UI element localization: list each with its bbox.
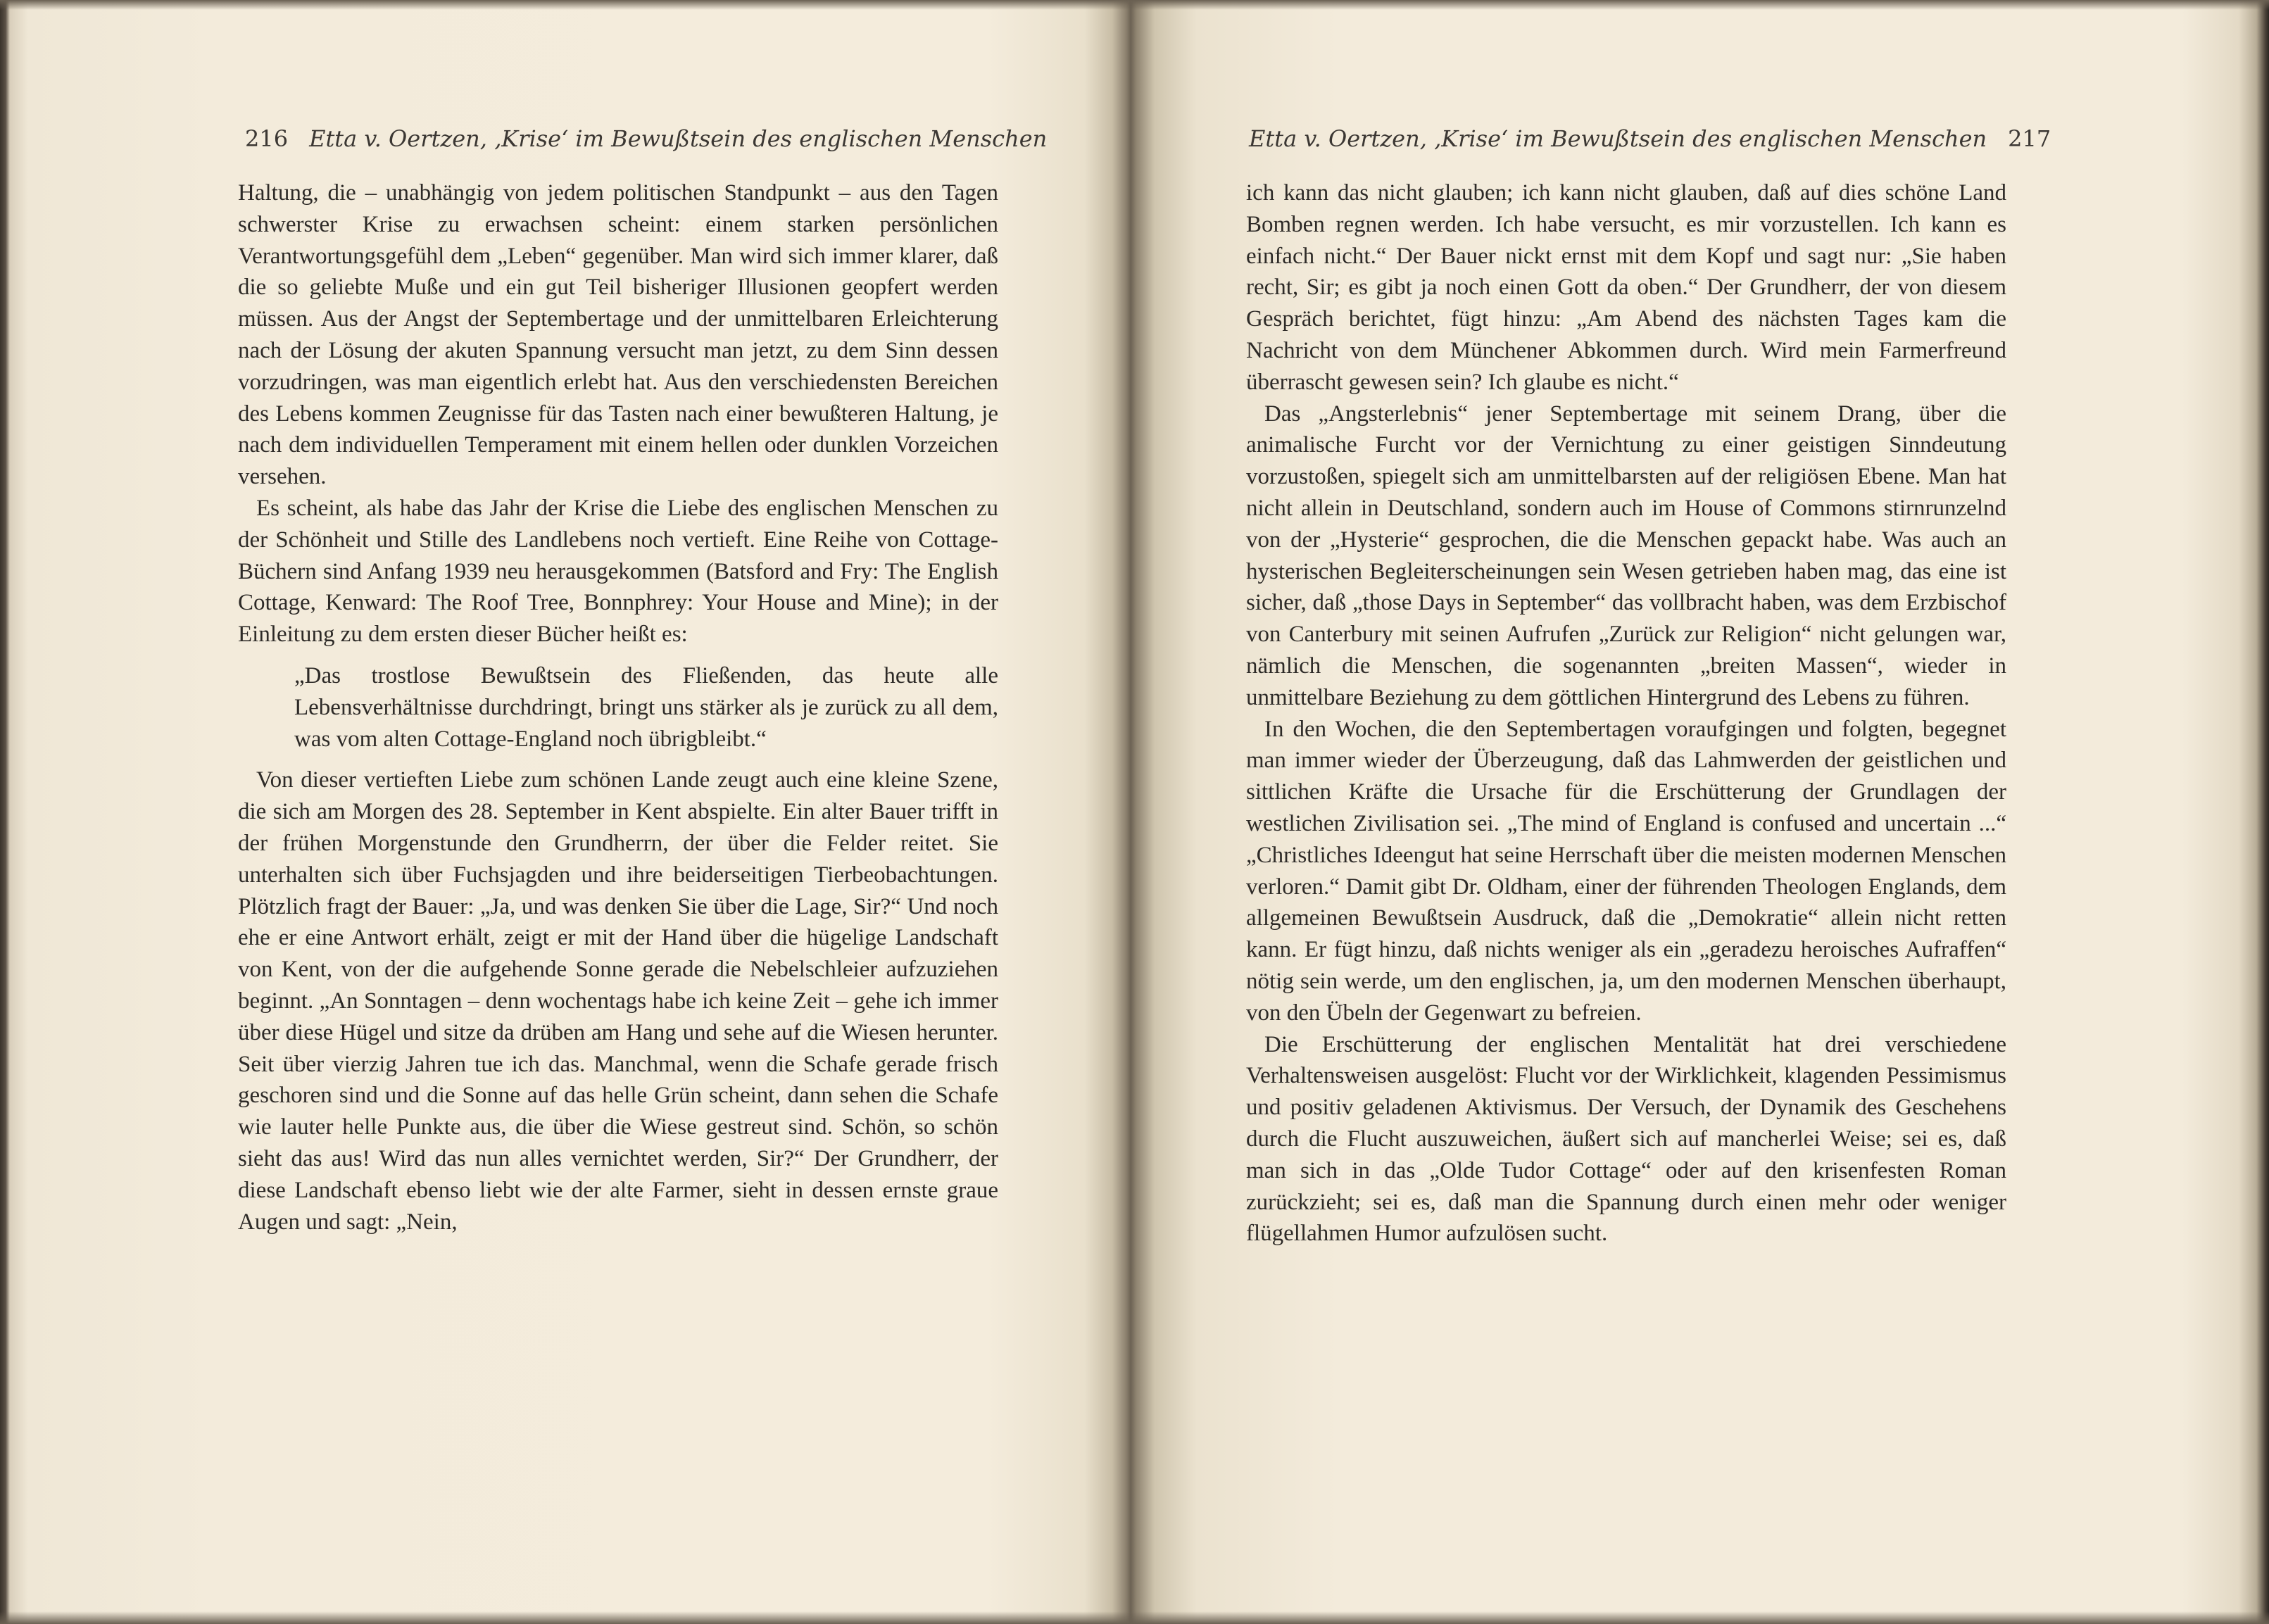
left-page xyxy=(0,0,1129,1624)
paragraph: Haltung, die – unabhängig von jedem politischen Standpunkt – aus den Tagen schwerster Krise zu erwachsen scheint: einem starken persönlichen Verantwortungsgefühl dem „Leben“ gegenüber. Man wird sich immer klarer, daß die so geliebte Muße und ein gut Teil bisheriger Illusionen geopfert werden müssen. Aus der Angst der Septembertage und der unmittelbaren Erleichterung nach der Lösung der akuten Spannung versucht man jetzt, zu dem Sinn dessen vorzudringen, was man eigentlich erlebt hat. Aus den verschiedensten Bereichen des Lebens kommen Zeugnisse für das Tasten nach einer bewußteren Haltung, je nach dem individuellen Temperament mit einem hellen oder dunklen Vorzeichen versehen. xyxy=(238,180,998,490)
page-number: 216 xyxy=(245,125,289,152)
paragraph: ich kann das nicht glauben; ich kann nicht glauben, daß auf dies schöne Land Bomben regnen werden. Ich habe versucht, es mir vorzustellen. Ich kann es einfach nicht.“ Der Bauer nickt ernst mit dem Kopf und sagt nur: „Sie haben recht, Sir; es gibt ja noch einen Gott da oben.“ Der Grundherr, der von diesem Gespräch berichtet, fügt hinzu: „Am Abend des nächsten Tages kam die Nachricht von dem Münchener Abkommen durch. Wird mein Farmerfreund überrascht gewesen sein? Ich glaube es nicht.“ xyxy=(1246,180,2006,395)
paragraph: Die Erschütterung der englischen Mentalität hat drei verschiedene Verhaltensweisen ausgelöst: Flucht vor der Wirklichkeit, klagenden Pessimismus und positiv geladenen Aktivismus. Der Versuch, der Dynamik des Geschehens durch die Flucht auszuweichen, äußert sich auf mancherlei Weise; sei es, daß man sich in das „Olde Tudor Cottage“ oder auf den krisenfesten Roman zurückzieht; sei es, daß man die Spannung durch einen mehr oder weniger flügellahmen Humor aufzulösen sucht. xyxy=(1246,1031,2006,1247)
paragraph: Es scheint, als habe das Jahr der Krise die Liebe des englischen Menschen zu der Schönheit und Stille des Landlebens noch vertieft. Eine Reihe von Cottage-Büchern sind Anfang 1939 neu herausgekommen (Batsford and Fry: The English Cottage, Kenward: The Roof Tree, Bonnphrey: Your House and Mine); in der Einleitung zu dem ersten dieser Bücher heißt es: xyxy=(238,495,998,648)
right-body-text xyxy=(1246,177,2006,1250)
block-quote: „Das trostlose Bewußtsein des Fließenden, das heute alle Lebensverhältnisse durchdringt, bringt uns stärker als je zurück zu all dem, was vom alten Cottage-England noch übrigbleibt.“ xyxy=(294,662,998,752)
paragraph: Von dieser vertieften Liebe zum schönen Lande zeugt auch eine kleine Szene, die sich am Morgen des 28. September in Kent abspielte. Ein alter Bauer trifft in der frühen Morgenstunde den Grundherrn, der über die Felder reitet. Sie unterhalten sich über Fuchsjagden und ihre beiderseitigen Tierbeobachtungen. Plötzlich fragt der Bauer: „Ja, und was denken Sie über die Lage, Sir?“ Und noch ehe er eine Antwort erhält, zeigt er mit der Hand über die hügelige Landschaft von Kent, von der die aufgehende Sonne gerade die Nebelschleier aufzuziehen beginnt. „An Sonntagen – denn wochentags habe ich keine Zeit – gehe ich immer über diese Hügel und sitze da drüben am Hang und sehe auf die Wiesen herunter. Seit über vierzig Jahren tue ich das. Manchmal, wenn die Schafe gerade frisch geschoren sind und die Sonne auf das helle Grün scheint, dann sehen die Schafe wie lauter helle Punkte aus, die über die Wiese gestreut sind. Schön, so schön sieht das aus! Wird das nun alles vernichtet werden, Sir?“ Der Grundherr, der diese Landschaft ebenso liebt wie der alte Farmer, sieht in dessen ernste graue Augen und sagt: „Nein, xyxy=(238,767,998,1235)
right-running-header xyxy=(1249,125,2051,152)
right-page xyxy=(1129,0,2269,1624)
left-running-header xyxy=(245,125,1048,152)
page-edge-shadow xyxy=(0,0,1129,10)
page-edge-shadow xyxy=(1129,1611,2269,1624)
page-edge-shadow xyxy=(1129,0,2269,10)
left-body-text xyxy=(238,177,998,1238)
page-edge-shadow xyxy=(0,1611,1129,1624)
page-number: 217 xyxy=(2008,125,2051,152)
paragraph: In den Wochen, die den Septembertagen voraufgingen und folgten, begegnet man immer wieder der Überzeugung, daß das Lahmwerden der geistlichen und sittlichen Kräfte die Ursache für die Erschütterung der Grundlagen der westlichen Zivilisation sei. „The mind of England is confused and uncertain ...“ „Christliches Ideengut hat seine Herrschaft über die meisten modernen Menschen verloren.“ Damit gibt Dr. Oldham, einer der führenden Theologen Englands, dem allgemeinen Bewußtsein Ausdruck, daß die „Demokratie“ allein nicht retten kann. Er fügt hinzu, daß nichts weniger als ein „geradezu heroisches Aufraffen“ nötig sein werde, um den englischen, ja, um den modernen Menschen überhaupt, von den Übeln der Gegenwart zu befreien. xyxy=(1246,716,2006,1026)
paragraph: Das „Angsterlebnis“ jener Septembertage mit seinem Drang, über die animalische Furcht vor der Vernichtung zu einer geistigen Sinndeutung vorzustoßen, spiegelt sich am unmittelbarsten auf der religiösen Ebene. Man hat nicht allein in Deutschland, sondern auch im House of Commons stirnrunzelnd von der „Hysterie“ gesprochen, die die Menschen gepackt habe. Was auch an hysterischen Begleiterscheinungen sein Wesen getrieben haben mag, das eine ist sicher, daß „those Days in September“ das vollbracht haben, was dem Erzbischof von Canterbury mit seinen Aufrufen „Zurück zur Religion“ nicht gelungen war, nämlich die Menschen, die sogenannten „breiten Massen“, wieder in unmittelbare Beziehung zu dem göttlichen Hintergrund des Lebens zu führen. xyxy=(1246,401,2006,710)
running-head-title: Etta v. Oertzen, ‚Krise‘ im Bewußtsein des englischen Menschen xyxy=(309,125,1048,152)
running-head-title: Etta v. Oertzen, ‚Krise‘ im Bewußtsein des englischen Menschen xyxy=(1249,125,1987,152)
